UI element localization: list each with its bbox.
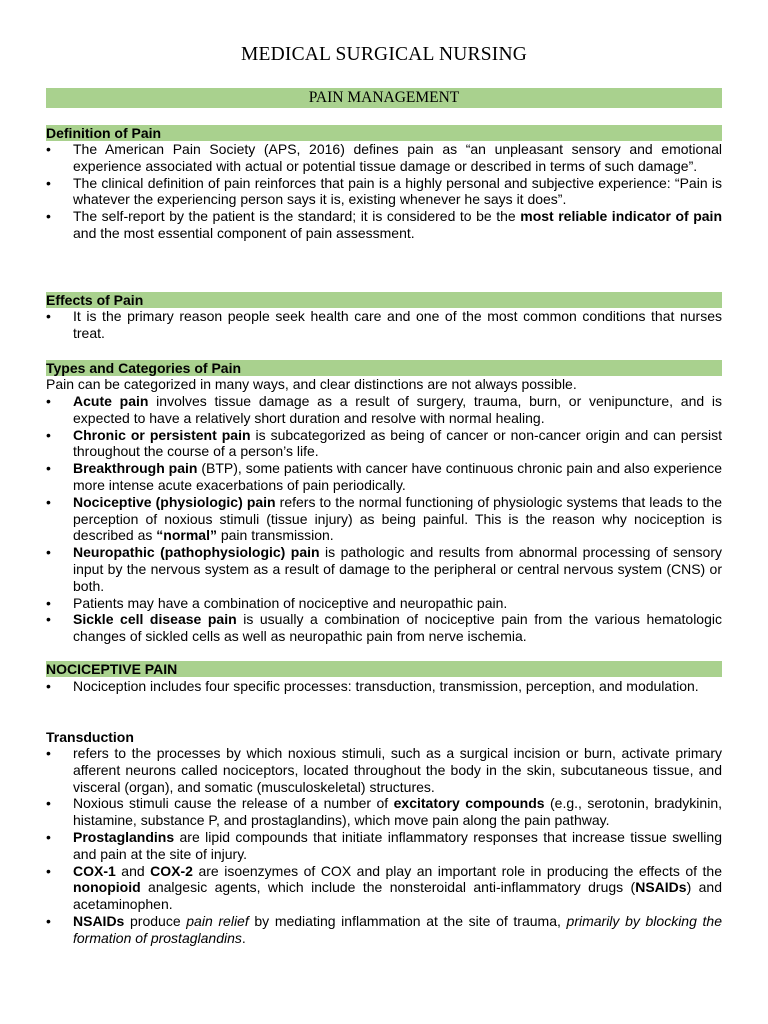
bullet-item xyxy=(46,863,722,913)
bold-term: COX-2 xyxy=(150,862,193,879)
bullet-text: and the most essential component of pain assessment. xyxy=(73,224,415,241)
bullet-text: Patients may have a combination of nociceptive and neuropathic pain. xyxy=(73,594,508,611)
bullet-list-nociceptive xyxy=(46,678,722,695)
bold-term: excitatory compounds xyxy=(393,795,545,812)
bullet-text: The self-report by the patient is the standard; it is considered to be the xyxy=(73,208,521,225)
bullet-list-effects xyxy=(46,308,722,342)
bullet-text: It is the primary reason people seek health care and one of the most common conditions that nurses treat. xyxy=(73,308,722,341)
subheading-transduction: Transduction xyxy=(46,729,134,745)
types-intro: Pain can be categorized in many ways, and clear distinctions are not always possible. xyxy=(46,376,577,392)
bullet-text: by mediating inflammation at the site of trauma, xyxy=(248,912,567,929)
bold-term: COX-1 xyxy=(73,862,116,879)
bullet-item xyxy=(46,595,722,612)
bullet-item xyxy=(46,829,722,863)
bullet-text: (e.g., serotonin, bradykinin, histamine, substance P, and prostaglandins), which move pain along the pain pathway. xyxy=(73,795,722,829)
bold-term: Sickle cell disease pain xyxy=(73,611,237,628)
bold-term: NSAIDs xyxy=(73,912,125,929)
bullet-item xyxy=(46,460,722,494)
italic-phrase: primarily by blocking the formation of prostaglandins xyxy=(73,912,722,946)
bullet-text: . xyxy=(241,929,246,946)
bullet-text: The American Pain Society (APS, 2016) defines pain as “an unpleasant sensory and emotional experience associated with actual or potential tissue damage or described in terms of such damage”. xyxy=(73,141,722,174)
bold-term: NSAIDs xyxy=(635,879,687,896)
bullet-item xyxy=(46,208,722,242)
section-heading-definition: Definition of Pain xyxy=(46,125,722,141)
bold-term: Neuropathic (pathophysiologic) pain xyxy=(73,544,320,561)
bullet-list-transduction xyxy=(46,745,722,947)
bullet-text: analgesic agents, which include the nonsteroidal anti-inflammatory drugs ( xyxy=(140,879,636,896)
bullet-list-types xyxy=(46,393,722,645)
bullet-text: (BTP), some patients with cancer have continuous chronic pain and also experience more intense acute exacerbations of pain periodically. xyxy=(73,460,722,493)
bullet-text: is pathologic and results from abnormal processing of sensory input by the nervous system as a result of damage to the peripheral or central nervous system (CNS) or both. xyxy=(73,544,722,594)
bullet-item xyxy=(46,913,722,947)
bold-term: nonopioid xyxy=(73,879,141,896)
document-title: MEDICAL SURGICAL NURSING xyxy=(240,44,528,65)
bullet-item xyxy=(46,308,722,342)
bold-term: Prostaglandins xyxy=(73,828,175,845)
bold-term: Chronic or persistent pain xyxy=(73,426,251,443)
bullet-text: are lipid compounds that initiate inflammatory responses that increase tissue swelling and pain at the site of injury. xyxy=(73,828,722,862)
bold-term: Acute pain xyxy=(73,393,149,409)
bullet-text: is subcategorized as being of cancer or non-cancer origin and can persist throughout the course of a person’s life. xyxy=(73,426,723,460)
bullet-text: Nociception includes four specific processes: transduction, transmission, perception, and modulation. xyxy=(73,678,699,694)
bold-term: “normal” xyxy=(156,527,217,544)
bold-term: most reliable indicator of pain xyxy=(520,208,722,225)
bullet-text: refers to the processes by which noxious stimuli, such as a surgical incision or burn, activate primary afferent neurons called nociceptors, located throughout the body in the skin, subcutaneous tissue, and visceral (organ), and somatic (musculoskeletal) structures. xyxy=(73,745,722,795)
bullet-item xyxy=(46,795,722,829)
bullet-list-definition xyxy=(46,141,722,242)
section-heading-types: Types and Categories of Pain xyxy=(46,360,722,376)
bullet-text: is usually a combination of nociceptive pain from the various hematologic changes of sickled cells as well as neuropathic pain from nerve ischemia. xyxy=(73,611,722,645)
bullet-text: pain transmission. xyxy=(216,527,334,544)
bullet-item xyxy=(46,678,722,695)
bullet-text: ) and acetaminophen. xyxy=(73,879,722,913)
bullet-text: are isoenzymes of COX and play an important role in producing the effects of the xyxy=(192,862,722,879)
bullet-text: produce xyxy=(124,912,187,929)
bullet-text: The clinical definition of pain reinforces that pain is a highly personal and subjective experience: “Pain is whatever the experiencing person says it is, existing whenever he says it does”. xyxy=(73,174,722,208)
bullet-item xyxy=(46,745,722,795)
bullet-item xyxy=(46,393,722,427)
bold-term: Nociceptive (physiologic) pain xyxy=(73,493,276,510)
bullet-item xyxy=(46,427,722,461)
bullet-item xyxy=(46,494,722,544)
bullet-text: refers to the normal functioning of physiologic systems that leads to the perception of noxious stimuli (tissue injury) as being painful. This is the reason why nociception is described as xyxy=(73,493,723,544)
bullet-item xyxy=(46,544,722,594)
section-heading-nociceptive: NOCICEPTIVE PAIN xyxy=(46,661,722,677)
italic-phrase: pain relief xyxy=(186,912,249,929)
section-heading-effects: Effects of Pain xyxy=(46,292,722,308)
bullet-text: and xyxy=(115,862,151,879)
bold-term: Breakthrough pain xyxy=(73,460,198,477)
bullet-text: involves tissue damage as a result of surgery, trauma, burn, or venipuncture, and is expected to have a relatively short duration and resolve with normal healing. xyxy=(73,393,722,426)
bullet-item xyxy=(46,175,722,209)
bullet-item xyxy=(46,611,722,645)
bullet-item xyxy=(46,141,722,175)
document-subtitle: PAIN MANAGEMENT xyxy=(46,88,722,108)
bullet-text: Noxious stimuli cause the release of a number of xyxy=(73,795,394,812)
